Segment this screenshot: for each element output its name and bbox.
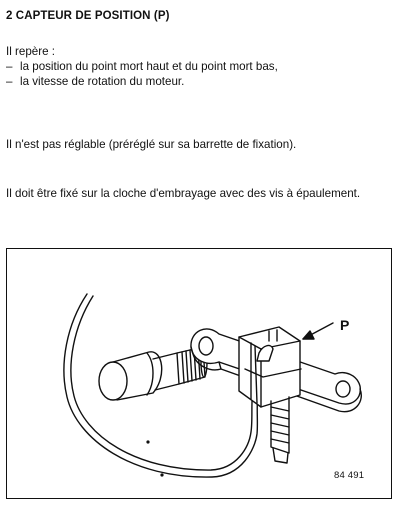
list-item-text: la vitesse de rotation du moteur. (20, 75, 185, 88)
list-item-text: la position du point mort haut et du point mort bas, (20, 60, 278, 73)
sensor-cable (64, 294, 269, 477)
function-list (6, 59, 390, 89)
list-item (6, 74, 390, 89)
threaded-stud (271, 397, 289, 463)
figure-number: 84 491 (334, 470, 365, 481)
mounting-paragraph: Il doit être fixé sur la cloche d'embrayage avec des vis à épaulement. (6, 187, 361, 200)
sensor-illustration (7, 249, 390, 497)
shoulder-bolt (99, 347, 207, 400)
intro-text: Il repère : (6, 45, 55, 58)
callout-arrowhead (303, 331, 314, 339)
speck (161, 474, 163, 476)
list-dash: – (6, 60, 13, 73)
sensor-figure (6, 248, 392, 499)
sensor-body (239, 327, 301, 407)
section-title: 2 CAPTEUR DE POSITION (P) (6, 10, 170, 22)
callout-label-p: P (340, 317, 350, 333)
speck (147, 441, 149, 443)
list-dash: – (6, 75, 13, 88)
list-item (6, 59, 390, 74)
adjustment-paragraph: Il n'est pas réglable (préréglé sur sa barrette de fixation). (6, 138, 297, 151)
